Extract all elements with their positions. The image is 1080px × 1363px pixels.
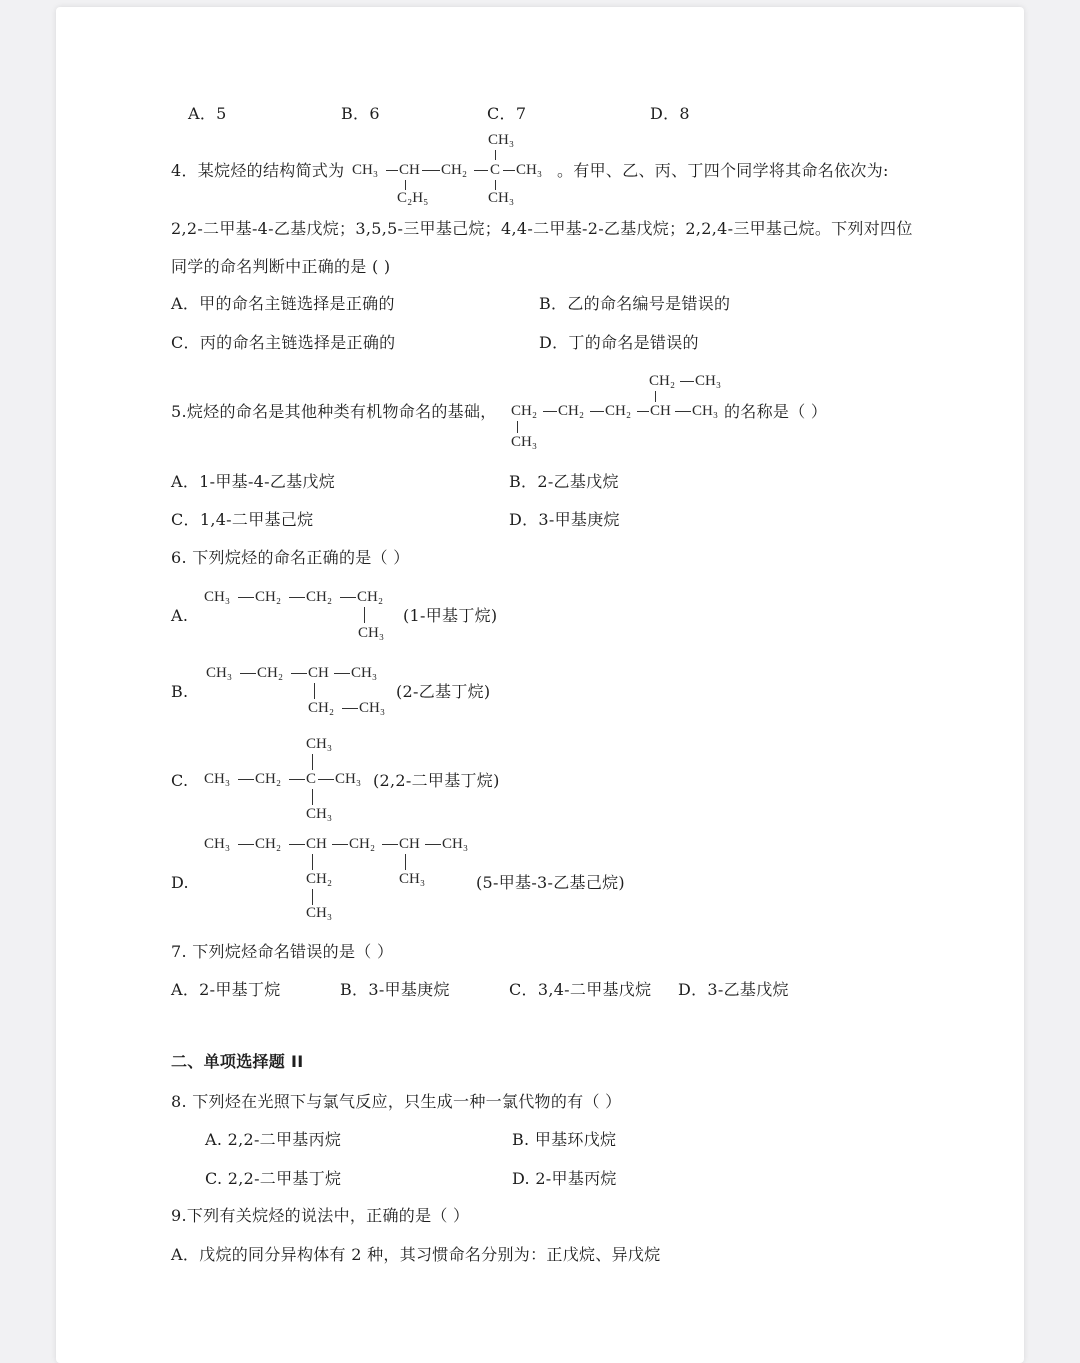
formula-group: CH₃: [352, 162, 379, 178]
q9-stem: 9.下列有关烷烃的说法中，正确的是（ ）: [171, 1206, 470, 1225]
q6-b-name: (2-乙基丁烷): [396, 682, 491, 701]
q3-option-d: D．8: [650, 104, 690, 123]
q6-c-name: (2,2-二甲基丁烷): [373, 771, 500, 790]
q5-stem-prefix: 5.烷烃的命名是其他种类有机物命名的基础，: [171, 402, 497, 421]
formula-group: CH₃: [358, 625, 385, 641]
q4-formula-branch: C₂H₅: [397, 190, 429, 206]
formula-group: CH₃: [204, 589, 231, 605]
q4-formula-bottom: CH₃: [488, 190, 515, 206]
document-page: [56, 7, 1024, 1363]
q8-option-d: D. 2-甲基丙烷: [512, 1169, 617, 1188]
formula-group: CH: [650, 403, 671, 419]
q6-d-label: D.: [171, 873, 189, 892]
formula-group: CH: [399, 162, 420, 178]
section-heading: 二、单项选择题 II: [171, 1052, 304, 1071]
formula-group: CH₃: [206, 665, 233, 681]
q8-option-a: A. 2,2-二甲基丙烷: [205, 1130, 342, 1149]
formula-group: C: [306, 771, 317, 787]
q4-stem-line2: 2,2-二甲基-4-乙基戊烷；3,5,5-三甲基己烷；4,4-二甲基-2-乙基戊烷；2,2,4-三甲基己烷。下列对四位: [171, 219, 913, 238]
formula-group: CH₃: [204, 836, 231, 852]
formula-group: CH₃: [516, 162, 543, 178]
formula-group: CH₂: [605, 403, 632, 419]
formula-group: CH₃: [359, 700, 386, 716]
q8-option-c: C. 2,2-二甲基丁烷: [205, 1169, 342, 1188]
formula-group: CH: [306, 836, 327, 852]
formula-group: CH₃: [306, 736, 333, 752]
formula-group: CH₂: [511, 403, 538, 419]
q3-option-a: A．5: [188, 104, 227, 123]
formula-group: CH₂: [306, 871, 333, 887]
q9-option-a: A．戊烷的同分异构体有 2 种，其习惯命名分别为：正戊烷、异戊烷: [171, 1245, 661, 1264]
formula-group: CH₂: [558, 403, 585, 419]
formula-group: CH₃: [442, 836, 469, 852]
q8-option-b: B. 甲基环戊烷: [512, 1130, 617, 1149]
formula-group: CH: [399, 836, 420, 852]
formula-group: CH₃: [511, 434, 538, 450]
formula-group: CH₃: [204, 771, 231, 787]
q5-option-d: D．3-甲基庚烷: [509, 510, 620, 529]
formula-group: CH₂: [255, 836, 282, 852]
formula-group: CH₃: [692, 403, 719, 419]
q4-stem-prefix: 4．某烷烃的结构简式为: [171, 161, 345, 180]
q5-option-a: A．1-甲基-4-乙基戊烷: [171, 472, 336, 491]
q4-formula-top: CH₃: [488, 132, 515, 148]
formula-group: CH₃: [306, 806, 333, 822]
q5-option-b: B．2-乙基戊烷: [509, 472, 619, 491]
q7-option-a: A．2-甲基丁烷: [171, 980, 281, 999]
formula-group: CH₂: [306, 589, 333, 605]
q7-stem: 7. 下列烷烃命名错误的是（ ）: [171, 942, 394, 961]
formula-group: CH₂: [308, 700, 335, 716]
q4-stem-line3: 同学的命名判断中正确的是 ( ): [171, 257, 391, 276]
q6-c-label: C.: [171, 771, 189, 790]
formula-group: CH₃: [306, 905, 333, 921]
q8-stem: 8. 下列烃在光照下与氯气反应，只生成一种一氯代物的有（ ）: [171, 1092, 622, 1111]
formula-group: CH₃: [695, 373, 722, 389]
formula-group: CH₂: [255, 771, 282, 787]
q4-option-a: A．甲的命名主链选择是正确的: [171, 294, 395, 313]
formula-group: CH₂: [441, 162, 468, 178]
q4-option-b: B．乙的命名编号是错误的: [539, 294, 731, 313]
q7-option-c: C．3,4-二甲基戊烷: [509, 980, 652, 999]
formula-group: CH₂: [255, 589, 282, 605]
q6-a-label: A.: [171, 606, 189, 625]
formula-group: CH₂: [649, 373, 676, 389]
formula-group: C: [490, 162, 501, 178]
q6-stem: 6. 下列烷烃的命名正确的是（ ）: [171, 548, 410, 567]
formula-group: CH₃: [335, 771, 362, 787]
q6-b-label: B.: [171, 682, 189, 701]
formula-group: CH₂: [349, 836, 376, 852]
q5-option-c: C．1,4-二甲基己烷: [171, 510, 314, 529]
q7-option-b: B．3-甲基庚烷: [340, 980, 450, 999]
formula-group: CH: [308, 665, 329, 681]
formula-group: CH₃: [351, 665, 378, 681]
formula-group: CH₃: [399, 871, 426, 887]
q4-option-c: C．丙的命名主链选择是正确的: [171, 333, 396, 352]
formula-group: CH₂: [257, 665, 284, 681]
q3-option-c: C．7: [487, 104, 527, 123]
q4-option-d: D．丁的命名是错误的: [539, 333, 699, 352]
q7-option-d: D．3-乙基戊烷: [678, 980, 789, 999]
q6-d-name: (5-甲基-3-乙基己烷): [476, 873, 625, 892]
q4-stem-suffix: 。有甲、乙、丙、丁四个同学将其命名依次为:: [557, 161, 889, 180]
formula-group: CH₂: [357, 589, 384, 605]
q5-stem-suffix: 的名称是（ ）: [724, 402, 828, 421]
q6-a-name: (1-甲基丁烷): [403, 606, 498, 625]
q3-option-b: B．6: [341, 104, 380, 123]
